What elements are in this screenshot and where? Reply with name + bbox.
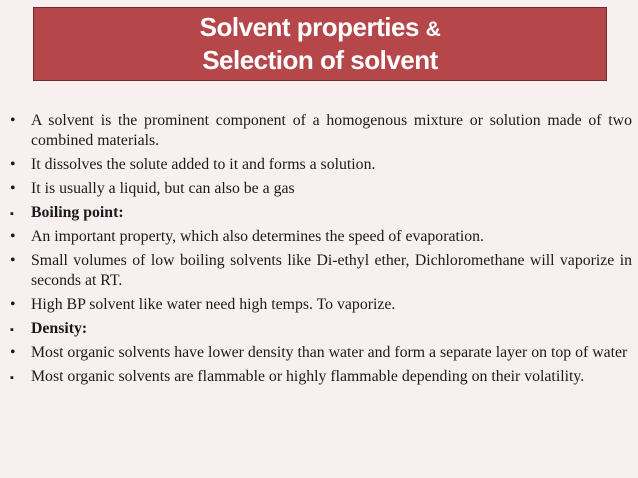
bullet-icon: • [10, 180, 16, 197]
list-item-text: A solvent is the prominent component of a homogenous mixture or solution made of two combined materials. [31, 112, 632, 149]
list-item-text: An important property, which also determines the speed of evaporation. [31, 228, 485, 245]
bullet-icon: • [10, 156, 16, 173]
bullet-icon: • [10, 296, 16, 313]
bullet-icon: • [10, 252, 16, 269]
bullet-icon: • [10, 344, 16, 361]
list-item [10, 367, 632, 387]
bullet-icon: • [10, 228, 16, 245]
list-item-text: High BP solvent like water need high temps. To vaporize. [31, 296, 396, 313]
section-heading-text: Boiling point: [31, 204, 124, 221]
list-item-text: Most organic solvents are flammable or highly flammable depending on their volatility. [31, 368, 585, 385]
list-item-text: Most organic solvents have lower density than water and form a separate layer on top of water [31, 344, 628, 361]
bullet-icon: • [10, 112, 16, 129]
list-item [10, 179, 632, 199]
list-item [10, 295, 632, 315]
section-heading-boiling-point [10, 203, 632, 223]
list-item [10, 155, 632, 175]
square-bullet-icon: ▪ [10, 372, 14, 384]
title-line-1 [200, 12, 441, 45]
list-item-text: It is usually a liquid, but can also be a gas [31, 180, 295, 197]
title-banner [33, 7, 607, 81]
title-ampersand: & [425, 18, 441, 41]
title-line-2: Selection of solvent [202, 45, 438, 75]
square-bullet-icon: ▪ [10, 324, 14, 336]
list-item-text: Small volumes of low boiling solvents like Di-ethyl ether, Dichloromethane will vaporize in seconds at RT. [31, 252, 632, 289]
title-text-1: Solvent properties [199, 12, 419, 42]
list-item-text: It dissolves the solute added to it and forms a solution. [31, 156, 376, 173]
list-item [10, 343, 632, 363]
square-bullet-icon: ▪ [10, 208, 14, 220]
bullet-list [10, 111, 632, 391]
section-heading-text: Density: [31, 320, 88, 337]
list-item [10, 227, 632, 247]
section-heading-density [10, 319, 632, 339]
list-item [10, 251, 632, 291]
list-item [10, 111, 632, 151]
